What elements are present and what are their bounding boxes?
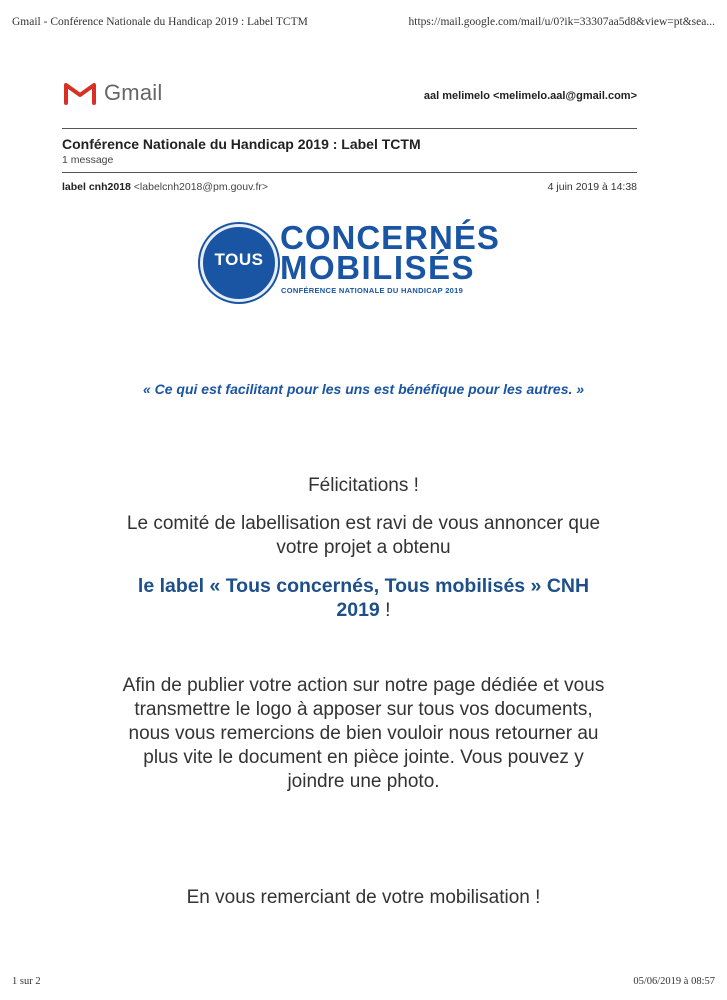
publish-line-2: transmettre le logo à apposer sur tous vos documents, [134, 699, 593, 720]
publish-text [0, 674, 727, 794]
gmail-logo[interactable] [64, 80, 162, 106]
label-award-text [0, 574, 727, 622]
label-exclamation: ! [379, 599, 391, 621]
print-title: Gmail - Conférence Nationale du Handicap 2019 : Label TCTM [12, 16, 308, 28]
sender-address: <labelcnh2018@pm.gouv.fr> [133, 181, 269, 193]
divider-subject [62, 172, 637, 173]
label-line-2: 2019 [336, 599, 380, 621]
publish-line-3: nous vous remercions de bien vouloir nous retourner au [128, 723, 599, 744]
logo-line-mobilises: MOBILISÉS [280, 249, 476, 286]
sender-name: label cnh2018 [62, 181, 131, 193]
print-url: https://mail.google.com/mail/u/0?ik=33307aa5d8&view=pt&sea... [408, 16, 715, 28]
campaign-logo [200, 219, 520, 302]
congrats-text: Félicitations ! [308, 475, 419, 496]
publish-line-5: joindre une photo. [287, 771, 440, 792]
email-subject: Conférence Nationale du Handicap 2019 : Label TCTM [62, 136, 421, 152]
sender-line [62, 181, 637, 193]
label-line-1: le label « Tous concernés, Tous mobilisés » CNH [137, 575, 590, 597]
page-number: 1 sur 2 [12, 976, 41, 987]
announce-text [0, 512, 727, 560]
logo-badge-text: TOUS [214, 250, 264, 269]
logo-line-concernes: CONCERNÉS [280, 219, 500, 256]
divider-top [62, 128, 637, 129]
label-line-2-wrap [0, 598, 727, 622]
email-date: 4 juin 2019 à 14:38 [547, 181, 637, 193]
publish-line-4: plus vite le document en pièce jointe. Vous pouvez y [143, 747, 584, 768]
account-label: aal melimelo <melimelo.aal@gmail.com> [423, 90, 637, 102]
quote-text: « Ce qui est facilitant pour les uns est bénéfique pour les autres. » [142, 381, 585, 397]
publish-line-1: Afin de publier votre action sur notre page dédiée et vous [122, 675, 605, 696]
logo-line-conference: CONFÉRENCE NATIONALE DU HANDICAP 2019 [281, 286, 464, 295]
thanks-text: En vous remerciant de votre mobilisation ! [186, 887, 541, 908]
announce-line-1: Le comité de labellisation est ravi de vous annoncer que [126, 513, 601, 534]
announce-line-2: votre projet a obtenu [276, 537, 451, 558]
message-count: 1 message [62, 154, 114, 166]
print-timestamp: 05/06/2019 à 08:57 [633, 976, 715, 987]
gmail-wordmark: Gmail [104, 80, 163, 105]
gmail-m-icon [64, 81, 96, 105]
